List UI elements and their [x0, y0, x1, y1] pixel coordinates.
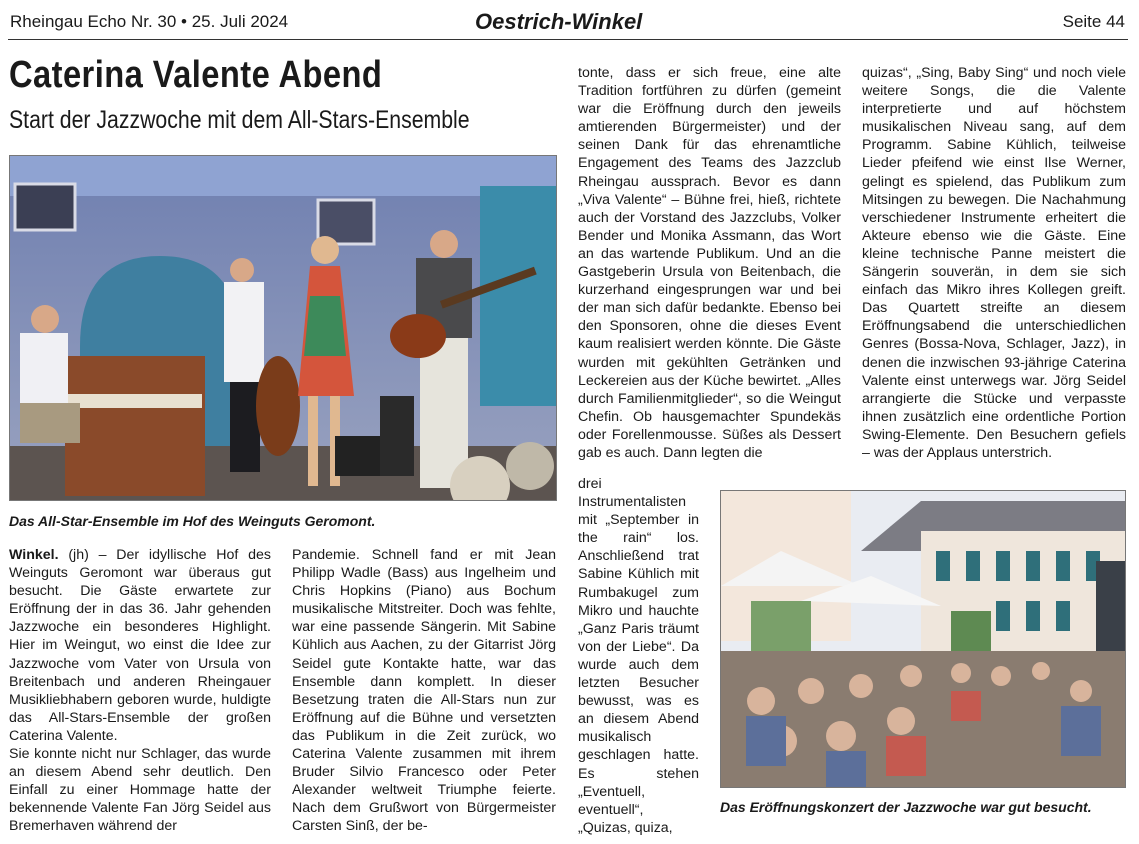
header-rule [8, 39, 1128, 40]
audience-photo [720, 490, 1126, 788]
article-column-1 [9, 546, 271, 836]
col3-text-b: drei Instrumentalisten mit „September in the rain“ los. Anschließend trat Sabine Kühlich mit Rumbakugel zum Mikro und hauchte „Ganz Paris träumt von der Liebe“. Da wurde auch dem letzten Besucher bewusst, was es an diesem Abend musikalisch geschlagen hatte. Es stehen „Eventuell, eventuell“, „Quizas, quiza, [578, 476, 699, 836]
article-column-2 [292, 546, 556, 836]
photo1-caption: Das All-Star-Ensemble im Hof des Weinguts Geromont. [9, 513, 376, 529]
col3-text: tonte, dass er sich freue, eine alte Tradition fortführen zu dürfen (gemeint war die Eröffnung durch den jeweils amtierenden Bürgermeister) und der seinen Dank für das ehrenamtliche Engagement des Teams des Jazzclub Rheingau aussprach. Bevor es dann „Viva Valente“ – Bühne frei, hieß, richtete auch der Vorstand des Jazzclubs, Volker Bender und Monika Assmann, das Wort an das wartende Publikum. Und an die Gastgeberin Ursula von Beitenbach, die kurzerhand eingesprungen war und bei der man sich dafür bedankte. Ebenso bei den Sponsoren, ohne die dieses Event kaum realisiert werden könnte. Die Gäste wurden mit gekühlten Getränken und Leckereien aus der Küche bewirtet. „Alles durch Familienmitglieder“, so die Weingut Chefin. Ob hausgemachter Spundekäs oder Forellenmousse. Süßes als Dessert gab es auch. Dann legten die [578, 65, 841, 461]
headline: Caterina Valente Abend [9, 54, 383, 96]
col4-text: quizas“, „Sing, Baby Sing“ und noch viele weitere Songs, die die Valente interpretierte und auf höchstem musikalischen Niveau sang, auf dem Programm. Sabine Kühlich, teilweise Lieder pfeifend wie einst Ilse Werner, gelingt es spielend, das Publikum zum Mitsingen zu bewegen. Die Nachahmung verschiedener Instrumente erheitert die Akteure ebenso wie die Gäste. Eine kleine technische Panne meistert die Sängerin souverän, in dem sie sich einfach das Mikro ihres Kollegen greift. Das Quartett streifte an diesem Eröffnungsabend die unterschiedlichen Genres (Bossa-Nova, Schlager, Jazz), in denen die inzwischen 93-jährige Caterina Valente einst unterwegs war. Jörg Seidel arrangierte die Stücke und verpasste ihnen zusätzlich eine ordentliche Portion Swing-Elemente. Den Besuchern gefiels – was der Applaus unterstrich. [862, 65, 1126, 461]
issue-info: Rheingau Echo Nr. 30 • 25. Juli 2024 [10, 12, 289, 31]
col1-text-b: Sie konnte nicht nur Schlager, das wurde an diesem Abend sehr deutlich. Den Einfall zu einer Hommage hatte der bekennende Valente Fan Jörg Seidel aus Bremerhaven während der [9, 746, 271, 835]
article-column-3-bottom [578, 475, 699, 837]
article-column-4 [862, 64, 1126, 462]
band-photo [9, 155, 557, 501]
band-photo-image [10, 156, 556, 500]
audience-photo-image [721, 491, 1125, 787]
dateline: Winkel. [9, 547, 59, 563]
col2-text: Pandemie. Schnell fand er mit Jean Philipp Wadle (Bass) aus Ingelheim und Chris Hopkins (Piano) aus Bochum musikalische Mitstreiter. Doch was fehlte, war eine passende Sängerin. Mit Sabine Kühlich aus Aachen, zu der Gitarrist Jörg Seidel gute Kontakte hatte, war das Ensemble dann komplett. In dieser Besetzung traten die All-Stars nun zur Eröffnung auf die Bühne und versetzten das Publikum in die Zeit zurück, wo Caterina Valente zusammen mit ihrem Bruder Silvio Francesco oder Peter Alexander weltweit Triumphe feierte. Nach dem Grußwort von Bürgermeister Carsten Sinß, der be- [292, 547, 556, 835]
subheadline: Start der Jazzwoche mit dem All-Stars-Ensemble [9, 106, 470, 134]
page-number: Seite 44 [1062, 12, 1125, 31]
article-column-3-top [578, 64, 841, 462]
col1-text: (jh) – Der idyllische Hof des Weinguts Geromont war überaus gut besucht. Die Gäste erwartete zur Eröffnung der in das 36. Jahr gehenden Jazzwoche ein besonderes Highlight. Hier im Weingut, wo einst die Idee zur Jazzwoche vom Vater von Ursula von Breitenbach und anderen Rheingauer Musikliebhabern geboren wurde, huldigte das All-Stars-Ensemble der großen Caterina Valente. [9, 547, 271, 744]
section-title: Oestrich-Winkel [475, 9, 643, 34]
photo2-caption: Das Eröffnungskonzert der Jazzwoche war gut besucht. [720, 799, 1092, 815]
